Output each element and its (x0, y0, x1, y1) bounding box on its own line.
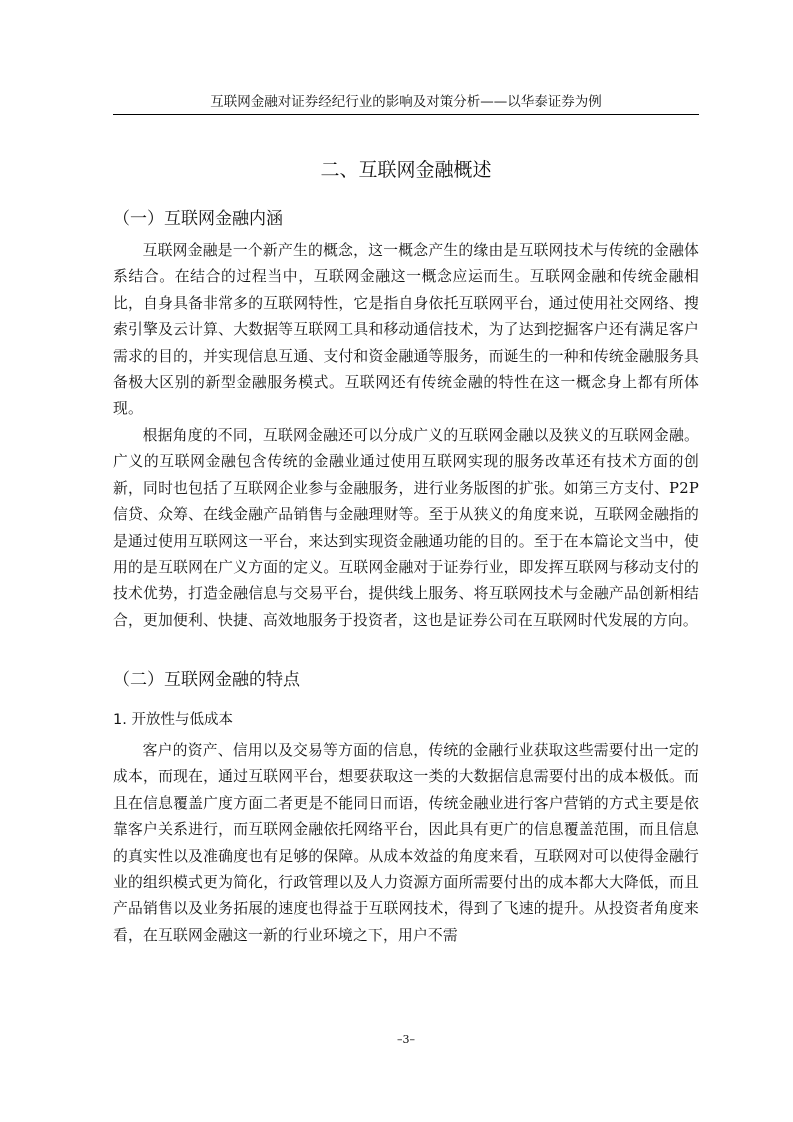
paragraph-connotation-2: 根据角度的不同，互联网金融还可以分成广义的互联网金融以及狭义的互联网金融。广义的互联网金融包含传统的金融业通过使用互联网实现的服务改革还有技术方面的创新，同时也包括了互联网企业参与金融服务，进行业务版图的扩张。如第三方支付、P2P 信贷、众筹、在线金融产品销售与金融理财等。至于从狭义的角度来说，互联网金融指的是通过使用互联网这一平台，来达到实现资金融通功能的目的。至于在本篇论文当中，使用的是互联网在广义方面的定义。互联网金融对于证券行业，即发挥互联网与移动支付的技术优势，打造金融信息与交易平台，提供线上服务、将互联网技术与金融产品创新相结合，更加便利、快捷、高效地服务于投资者，这也是证券公司在互联网时代发展的方向。 (113, 427, 699, 629)
subsection-title-openness: 1. 开放性与低成本 (113, 712, 233, 728)
running-header: 互联网金融对证券经纪行业的影响及对策分析——以华泰证券为例 (113, 92, 699, 115)
paragraph-openness-1: 客户的资产、信用以及交易等方面的信息，传统的金融行业获取这些需要付出一定的成本，而现在，通过互联网平台，想要获取这一类的大数据信息需要付出的成本极低。而且在信息覆盖广度方面二者更是不能同日而语，传统金融业进行客户营销的方式主要是依靠客户关系进行，而互联网金融依托网络平台，因此具有更广的信息覆盖范围，而且信息的真实性以及准确度也有足够的保障。从成本效益的角度来看，互联网对可以使得金融行业的组织模式更为简化，行政管理以及人力资源方面所需要付出的成本都大大降低，而且产品销售以及业务拓展的速度也得益于互联网技术，得到了飞速的提升。从投资者角度来看，在互联网金融这一新的行业环境之下，用户不需 (113, 742, 699, 944)
page-number: –3– (397, 1033, 415, 1046)
chapter-title: 二、互联网金融概述 (320, 159, 492, 181)
section-title-features: （二）互联网金融的特点 (113, 670, 300, 690)
paragraph-connotation-1: 互联网金融是一个新产生的概念，这一概念产生的缘由是互联网技术与传统的金融体系结合。在结合的过程当中，互联网金融这一概念应运而生。互联网金融和传统金融相比，自身具备非常多的互联网特性，它是指自身依托互联网平台，通过使用社交网络、搜索引擎及云计算、大数据等互联网工具和移动通信技术，为了达到挖掘客户还有满足客户需求的目的，并实现信息互通、支付和资金融通等服务，而诞生的一种和传统金融服务具备极大区别的新型金融服务模式。互联网还有传统金融的特性在这一概念身上都有所体现。 (113, 242, 699, 418)
section-title-connotation: （一）互联网金融内涵 (113, 209, 283, 229)
